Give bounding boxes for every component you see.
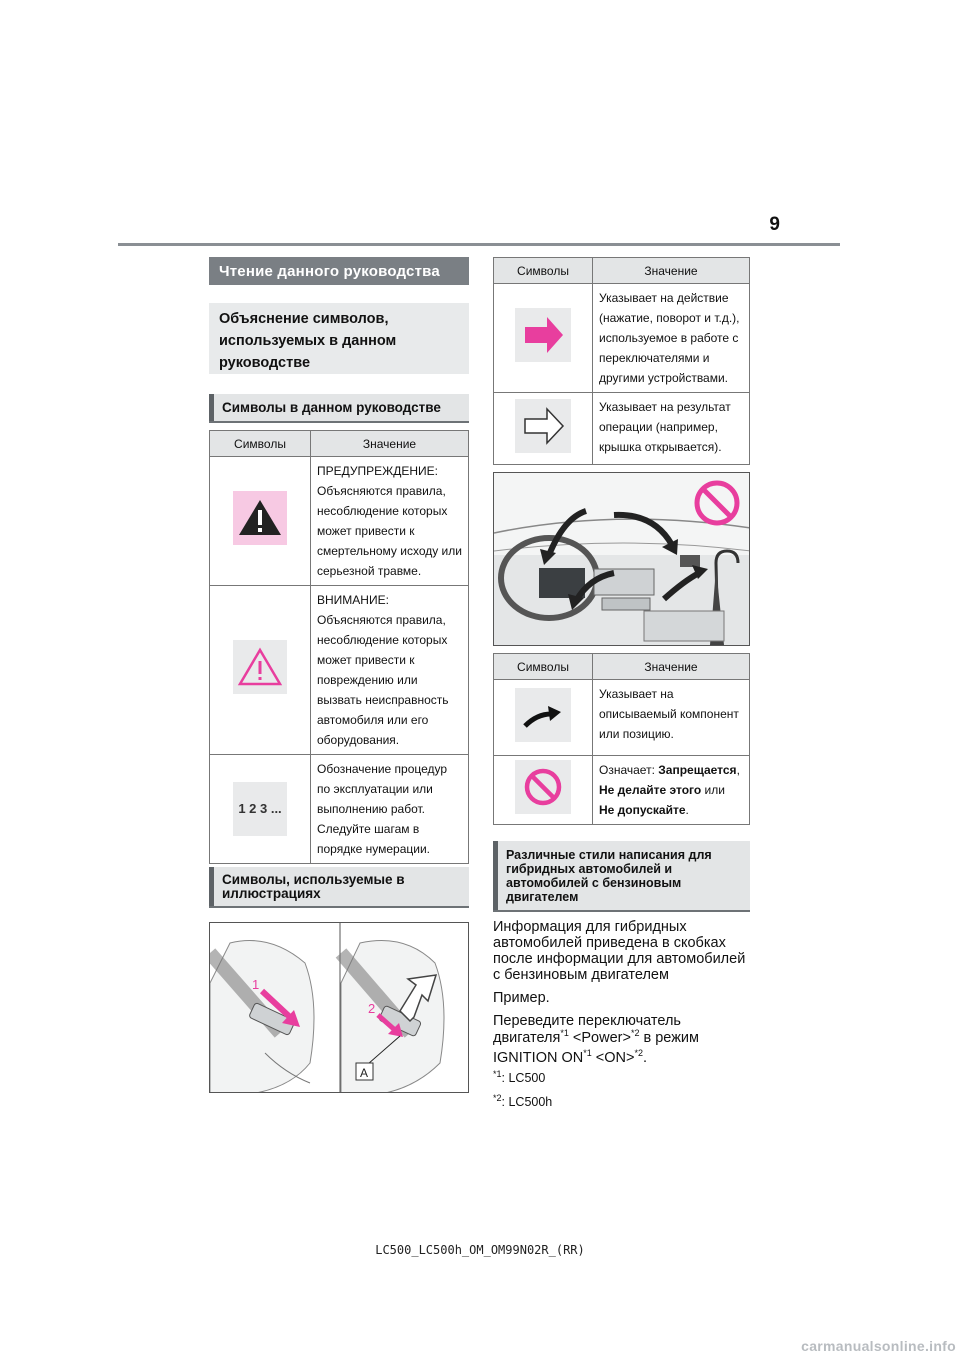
prohibition-suffix: . xyxy=(685,803,689,817)
heading-underline xyxy=(209,421,469,423)
example-label: Пример. xyxy=(493,990,550,1006)
table-row xyxy=(210,457,469,586)
steps-123-icon xyxy=(233,782,287,836)
section-title: Чтение данного руководства xyxy=(209,257,469,285)
example-mode: в режим xyxy=(639,1030,699,1046)
example-power: <Power> xyxy=(568,1030,631,1046)
seatbelt-illustration xyxy=(209,922,469,1093)
col-symbols-header: Символы xyxy=(494,654,593,680)
example-period: . xyxy=(642,1050,648,1066)
table-header-row xyxy=(494,654,750,680)
step-2-label: 2 xyxy=(368,1001,376,1016)
dashboard-illustration xyxy=(493,472,750,646)
result-arrow-icon xyxy=(515,399,571,453)
hybrid-heading-text: Различные стили написания для гибридных автомобилей и автомобилей с бензиновым двигателем xyxy=(506,848,712,904)
warning-meaning: ПРЕДУПРЕЖДЕНИЕ: Объясняются правила, несоблюдение которых может привести к смертельному исходу или серьезной травме. xyxy=(311,457,469,586)
manual-symbols-heading-text: Символы в данном руководстве xyxy=(222,400,441,415)
hybrid-heading xyxy=(493,841,750,912)
footnote-ref-1: *1 xyxy=(560,1028,569,1039)
result-meaning: Указывает на результат операции (например, крышка открывается). xyxy=(593,393,750,465)
prohibition-sep-2: или xyxy=(701,783,725,797)
example-on: <ON> xyxy=(591,1050,635,1066)
illustration-symbols-heading-text: Символы, используемые в иллюстрациях xyxy=(222,872,405,901)
col-meaning-header: Значение xyxy=(593,654,750,680)
steps-icon-text: 1 2 3 ... xyxy=(238,801,282,816)
warning-filled-icon xyxy=(233,491,287,545)
example-line-2 xyxy=(493,1030,755,1046)
illustration-symbols-heading xyxy=(209,867,469,908)
prohibition-prefix: Означает: xyxy=(599,763,659,777)
manual-symbols-table xyxy=(209,430,469,864)
page-footer: LC500_LC500h_OM_OM99N02R_(RR) xyxy=(375,1243,585,1257)
footnote-ref-2b: *2 xyxy=(634,1048,643,1059)
prohibition-bold-2: Не делайте этого xyxy=(599,783,702,797)
header-rule xyxy=(118,243,840,246)
table-row xyxy=(210,586,469,755)
col-meaning-header: Значение xyxy=(311,431,469,457)
table-row xyxy=(494,680,750,756)
table-row xyxy=(494,393,750,465)
table-row xyxy=(494,756,750,825)
caution-outline-icon xyxy=(233,640,287,694)
table-row xyxy=(210,755,469,864)
hybrid-paragraph: Информация для гибридных автомобилей приведена в скобках после информации для автомобилей с бензиновым двигателем xyxy=(493,919,746,983)
heading-underline xyxy=(209,906,469,908)
subsection-title: Объяснение символов, используемых в данном руководстве xyxy=(209,303,469,374)
manual-symbols-heading xyxy=(209,394,469,423)
footnote-ref-1b: *1 xyxy=(583,1048,592,1059)
table-header-row xyxy=(210,431,469,457)
col-symbols-header: Символы xyxy=(494,258,593,284)
example-line-3 xyxy=(493,1050,755,1066)
page-number: 9 xyxy=(769,214,780,235)
prohibition-bold-3: Не допускайте xyxy=(599,803,686,817)
footnote-ref-2: *2 xyxy=(630,1028,640,1039)
prohibition-icon xyxy=(515,760,571,814)
watermark: carmanualsonline.info xyxy=(801,1338,956,1354)
action-symbols-table xyxy=(493,257,750,465)
col-symbols-header: Символы xyxy=(210,431,311,457)
action-arrow-icon xyxy=(515,308,571,362)
example-line-1: Переведите переключатель xyxy=(493,1013,681,1029)
prohibition-meaning xyxy=(593,756,750,825)
example-ignition: IGNITION ON xyxy=(493,1050,584,1066)
action-meaning: Указывает на действие (нажатие, поворот и т.д.), используемое в работе с переключателями и другими устройствами. xyxy=(593,284,750,393)
pointer-meaning: Указывает на описываемый компонент или позицию. xyxy=(593,680,750,756)
curved-pointer-icon xyxy=(515,688,571,742)
footnote-1-label: *1 xyxy=(493,1068,502,1079)
heading-underline xyxy=(493,910,750,912)
prohibition-bold-1: Запрещается xyxy=(658,763,737,777)
footnote-1 xyxy=(493,1070,755,1086)
table-row xyxy=(494,284,750,393)
footnote-2-label: *2 xyxy=(493,1092,502,1103)
col-meaning-header: Значение xyxy=(593,258,750,284)
step-1-label: 1 xyxy=(252,977,260,992)
steps-meaning: Обозначение процедур по эксплуатации или выполнению работ. Следуйте шагам в порядке нумерации. xyxy=(311,755,469,864)
footnote-1-value: : LC500 xyxy=(501,1071,546,1085)
caution-meaning: ВНИМАНИЕ: Объясняются правила, несоблюдение которых может привести к повреждению или вызвать неисправность автомобиля или его оборудования. xyxy=(311,586,469,755)
illustration-symbols-table xyxy=(493,653,750,825)
footnote-2 xyxy=(493,1094,755,1110)
table-header-row xyxy=(494,258,750,284)
footnote-2-value: : LC500h xyxy=(501,1095,553,1109)
prohibition-sep-1: , xyxy=(736,763,740,777)
example-engine-word: двигателя xyxy=(493,1030,561,1046)
callout-a-label: A xyxy=(360,1066,369,1080)
